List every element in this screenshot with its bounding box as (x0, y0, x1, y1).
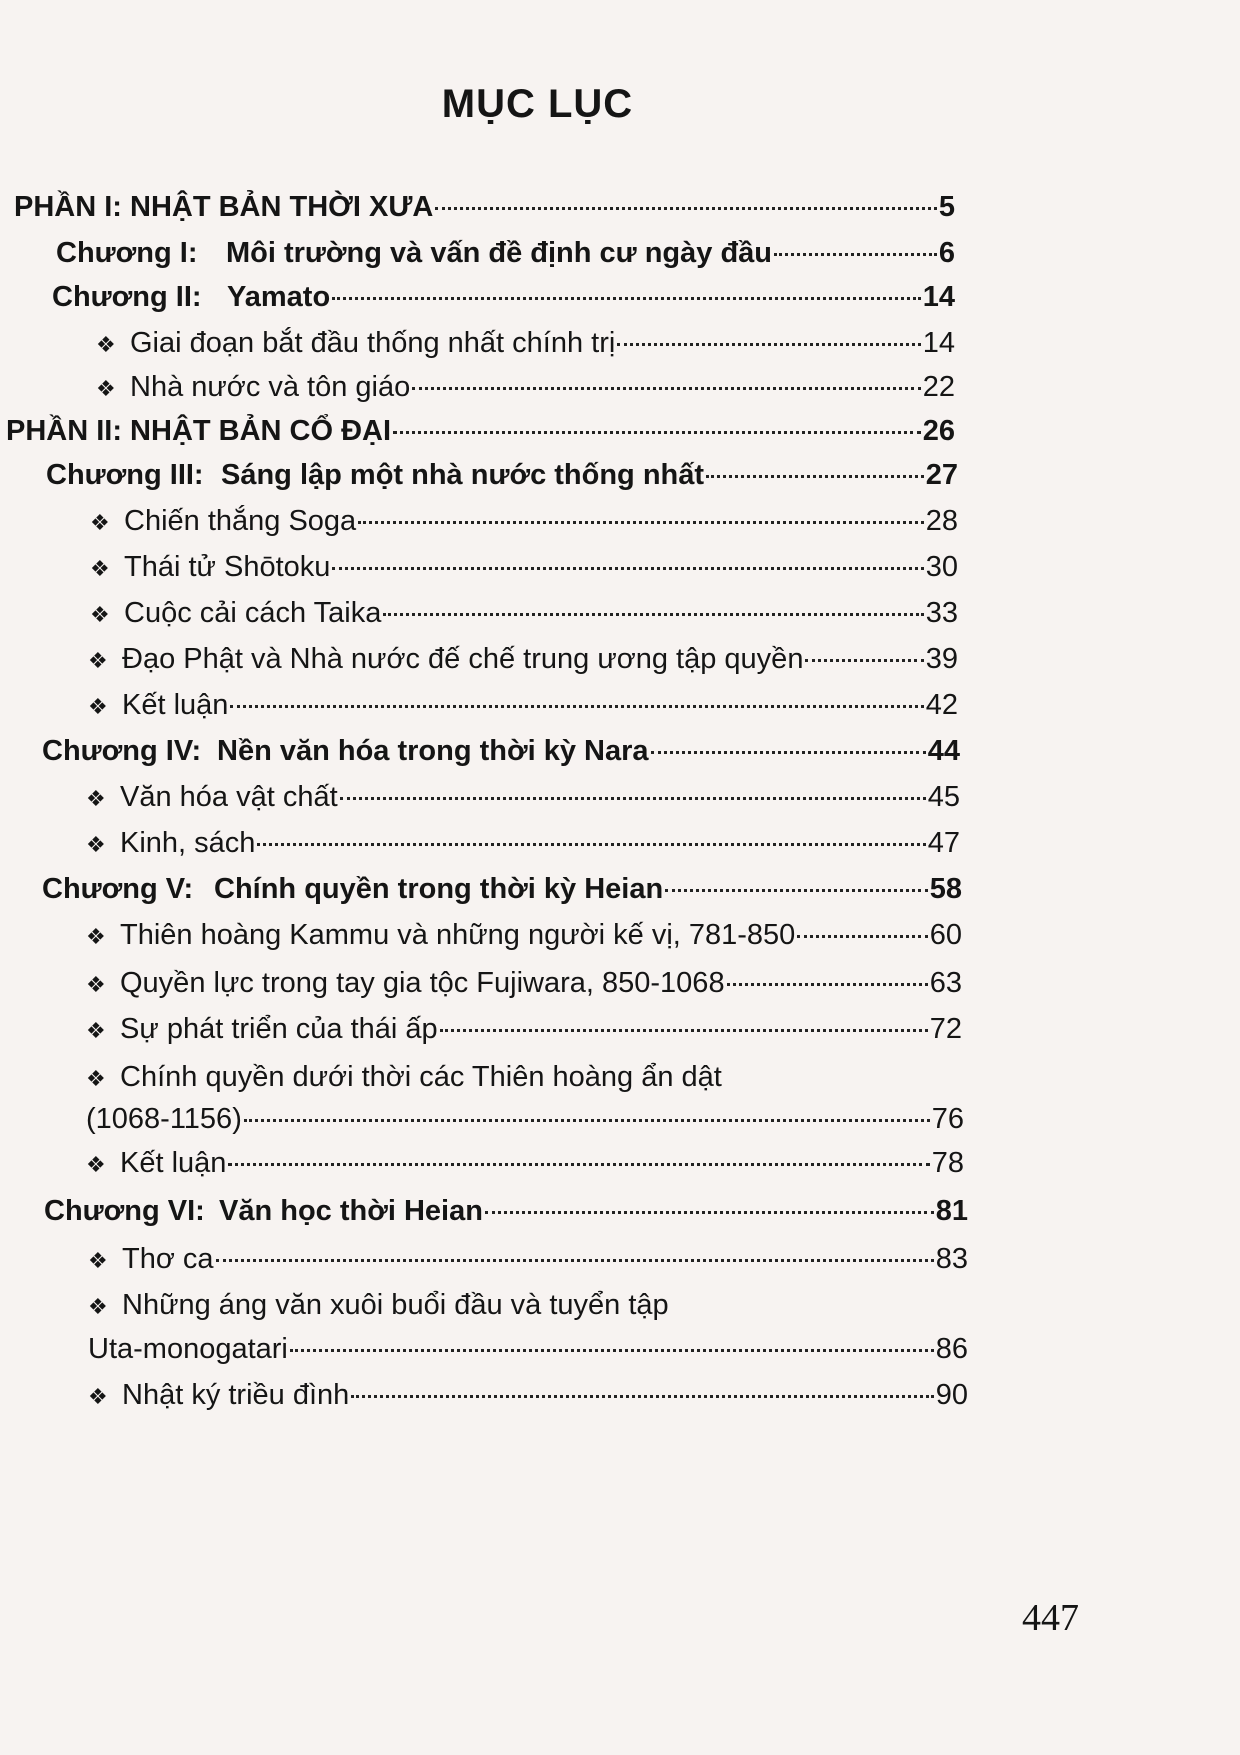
entry-page-number: 26 (922, 415, 955, 447)
toc-chapter-entry (46, 458, 958, 492)
leader-dots (393, 431, 921, 434)
toc-section-entry (96, 370, 955, 406)
entry-title: Chính quyền trong thời kỳ Heian (214, 873, 664, 905)
leader-dots (617, 343, 920, 346)
toc-section-entry (90, 596, 958, 632)
toc-part-entry (6, 414, 955, 448)
toc-part-entry (14, 190, 955, 224)
entry-title: Nhật ký triều đình (122, 1379, 350, 1411)
leader-dots (228, 1163, 929, 1166)
leader-dots (358, 521, 924, 524)
toc-section-entry (88, 1378, 968, 1414)
entry-page-number: 33 (925, 597, 958, 629)
diamond-bullet-icon: ❖ (88, 1384, 108, 1409)
entry-page-number: 76 (931, 1103, 964, 1135)
entry-page-number: 14 (922, 281, 955, 313)
entry-title: Đạo Phật và Nhà nước đế chế trung ương tập quyền (122, 643, 804, 675)
toc-entry-label (86, 780, 338, 816)
diamond-bullet-icon: ❖ (96, 332, 116, 357)
toc-entry-label (88, 1378, 349, 1414)
diamond-bullet-icon: ❖ (88, 1248, 108, 1273)
toc-section-entry (90, 550, 958, 586)
leader-dots (351, 1395, 933, 1398)
entry-page-number: 39 (925, 643, 958, 675)
entry-title: Những áng văn xuôi buổi đầu và tuyển tập (122, 1289, 669, 1321)
entry-page-number: 58 (929, 873, 962, 905)
leader-dots (412, 387, 920, 390)
entry-title: Sự phát triển của thái ấp (120, 1013, 438, 1045)
leader-dots (805, 659, 923, 662)
diamond-bullet-icon: ❖ (86, 924, 106, 949)
entry-page-number: 72 (929, 1013, 962, 1045)
toc-section-entry-continuation (88, 1332, 968, 1366)
entry-title: PHẦN II: NHẬT BẢN CỔ ĐẠI (6, 415, 392, 447)
diamond-bullet-icon: ❖ (88, 648, 108, 673)
diamond-bullet-icon: ❖ (86, 1066, 106, 1091)
toc-section-entry (86, 1146, 964, 1182)
entry-page-number: 86 (935, 1333, 968, 1365)
diamond-bullet-icon: ❖ (96, 376, 116, 401)
toc-entry-label (90, 596, 381, 632)
diamond-bullet-icon: ❖ (90, 510, 110, 535)
diamond-bullet-icon: ❖ (86, 1018, 106, 1043)
leader-dots (340, 797, 926, 800)
entry-title: Văn hóa vật chất (120, 781, 338, 813)
diamond-bullet-icon: ❖ (90, 556, 110, 581)
toc-section-entry (86, 1060, 722, 1096)
diamond-bullet-icon: ❖ (86, 786, 106, 811)
entry-page-number: 78 (931, 1147, 964, 1179)
entry-page-number: 14 (922, 327, 955, 359)
toc-section-entry (88, 1242, 968, 1278)
toc-section-entry (86, 780, 960, 816)
entry-page-number: 45 (927, 781, 960, 813)
entry-title: Thái tử Shōtoku (124, 551, 331, 583)
leader-dots (774, 253, 937, 256)
toc-entry-label (6, 414, 391, 448)
toc-entry-label (90, 550, 330, 586)
leader-dots (383, 613, 923, 616)
toc-entry-label (42, 872, 663, 906)
leader-dots (244, 1119, 930, 1122)
diamond-bullet-icon: ❖ (88, 694, 108, 719)
toc-entry-label (88, 1288, 669, 1324)
entry-title-continuation: (1068-1156) (86, 1103, 242, 1135)
toc-entry-label (86, 1060, 722, 1096)
page-title: MỤC LỤC (441, 82, 634, 126)
entry-title: Thơ ca (122, 1243, 214, 1275)
leader-dots (727, 983, 928, 986)
entry-page-number: 63 (929, 967, 962, 999)
toc-chapter-entry (56, 236, 955, 270)
leader-dots (290, 1349, 934, 1352)
entry-title: Giai đoạn bắt đầu thống nhất chính trị (130, 327, 616, 359)
leader-dots (665, 889, 928, 892)
toc-section-entry (86, 918, 962, 954)
toc-chapter-entry (52, 280, 955, 314)
entry-page-number: 27 (925, 459, 958, 491)
leader-dots (651, 751, 926, 754)
diamond-bullet-icon: ❖ (88, 1294, 108, 1319)
chapter-prefix: Chương VI: (44, 1195, 205, 1227)
toc-section-entry (96, 326, 955, 362)
entry-page-number: 60 (929, 919, 962, 951)
entry-title: Yamato (227, 281, 331, 313)
toc-entry-label (52, 280, 330, 314)
toc-entry-label (96, 326, 615, 362)
leader-dots (440, 1029, 928, 1032)
diamond-bullet-icon: ❖ (86, 972, 106, 997)
toc-section-entry-continuation (86, 1102, 964, 1136)
entry-title: Nền văn hóa trong thời kỳ Nara (217, 735, 649, 767)
toc-entry-label (86, 1012, 438, 1048)
chapter-prefix: Chương IV: (42, 735, 202, 767)
entry-title: Kết luận (120, 1147, 227, 1179)
diamond-bullet-icon: ❖ (86, 1152, 106, 1177)
entry-title: Sáng lập một nhà nước thống nhất (221, 459, 705, 491)
entry-page-number: 6 (938, 237, 955, 269)
entry-title: Văn học thời Heian (219, 1195, 483, 1227)
toc-section-entry (86, 1012, 962, 1048)
chapter-prefix: Chương V: (42, 873, 194, 905)
entry-page-number: 81 (935, 1195, 968, 1227)
toc-section-entry (88, 642, 958, 678)
entry-title: PHẦN I: NHẬT BẢN THỜI XƯA (14, 191, 434, 223)
entry-title: Nhà nước và tôn giáo (130, 371, 411, 403)
toc-section-entry (86, 826, 960, 862)
leader-dots (216, 1259, 934, 1262)
diamond-bullet-icon: ❖ (86, 832, 106, 857)
entry-page-number: 5 (938, 191, 955, 223)
toc-section-entry (88, 688, 958, 724)
entry-page-number: 22 (922, 371, 955, 403)
entry-page-number: 47 (927, 827, 960, 859)
toc-chapter-entry (42, 872, 962, 906)
entry-page-number: 42 (925, 689, 958, 721)
entry-title: Thiên hoàng Kammu và những người kế vị, 781-850 (120, 919, 796, 951)
leader-dots (257, 843, 925, 846)
entry-page-number: 90 (935, 1379, 968, 1411)
toc-entry-label (86, 918, 795, 954)
entry-title: Kinh, sách (120, 827, 256, 859)
toc-entry-label (88, 642, 803, 678)
entry-title: Chiến thắng Soga (124, 505, 357, 537)
toc-entry-label (88, 688, 228, 724)
toc-entry-label (86, 1146, 226, 1182)
leader-dots (797, 935, 927, 938)
leader-dots (435, 207, 937, 210)
entry-title: Kết luận (122, 689, 229, 721)
entry-title: Môi trường và vấn đề định cư ngày đầu (226, 237, 773, 269)
chapter-prefix: Chương I: (56, 237, 198, 269)
toc-entry-label (88, 1242, 214, 1278)
toc-entry-label (56, 236, 772, 270)
toc-entry-label (90, 504, 356, 540)
entry-page-number: 28 (925, 505, 958, 537)
toc-chapter-entry (44, 1194, 968, 1228)
entry-page-number: 30 (925, 551, 958, 583)
toc-section-entry (88, 1288, 669, 1324)
chapter-prefix: Chương III: (46, 459, 204, 491)
leader-dots (485, 1211, 934, 1214)
page-number: 447 (1022, 1597, 1079, 1639)
leader-dots (706, 475, 924, 478)
leader-dots (332, 297, 921, 300)
entry-title-continuation: Uta-monogatari (88, 1333, 288, 1365)
entry-title: Cuộc cải cách Taika (124, 597, 382, 629)
toc-entry-label (42, 734, 649, 768)
leader-dots (332, 567, 923, 570)
toc-entry-label (96, 370, 410, 406)
toc-entry-label (44, 1194, 483, 1228)
entry-title: Chính quyền dưới thời các Thiên hoàng ẩn dật (120, 1061, 722, 1093)
entry-page-number: 83 (935, 1243, 968, 1275)
toc-section-entry (90, 504, 958, 540)
toc-chapter-entry (42, 734, 960, 768)
entry-title: Quyền lực trong tay gia tộc Fujiwara, 850-1068 (120, 967, 725, 999)
toc-entry-label (46, 458, 704, 492)
toc-entry-label (14, 190, 433, 224)
chapter-prefix: Chương II: (52, 281, 202, 313)
entry-page-number: 44 (927, 735, 960, 767)
toc-entry-label (86, 966, 725, 1002)
leader-dots (230, 705, 923, 708)
diamond-bullet-icon: ❖ (90, 602, 110, 627)
toc-section-entry (86, 966, 962, 1002)
toc-entry-label (86, 826, 255, 862)
